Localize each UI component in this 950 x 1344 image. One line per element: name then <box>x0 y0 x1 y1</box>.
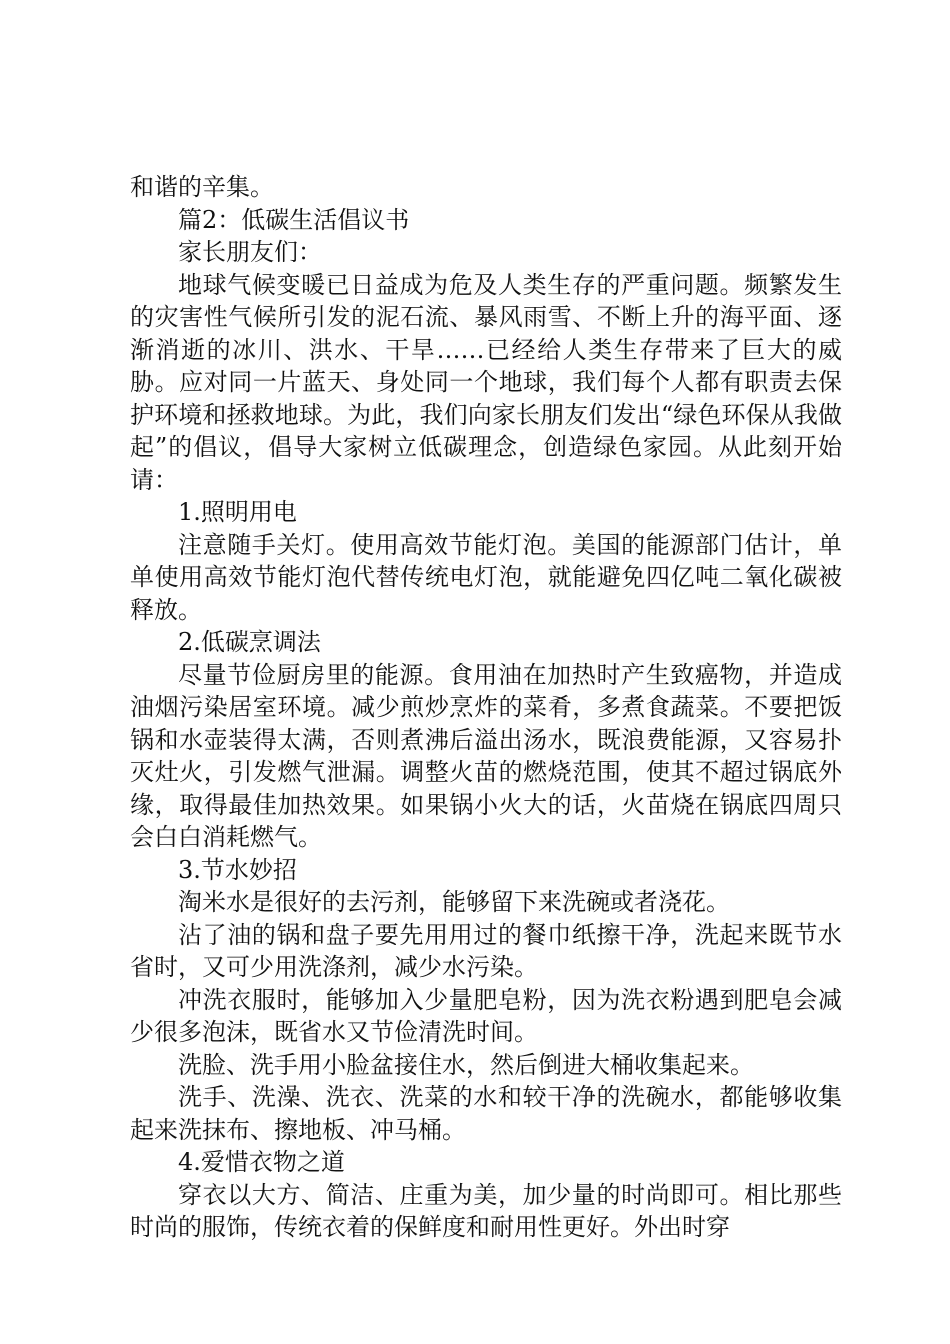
paragraph-continuation: 和谐的辛集。 <box>130 173 274 201</box>
paragraph-intro: 地球气候变暖已日益成为危及人类生存的严重问题。频繁发生的灾害性气候所引发的泥石流、暴风雨雪、不断上升的海平面、逐渐消逝的冰川、洪水、干旱……已经给人类生存带来了巨大的威胁。应对同一片蓝天、身处同一个地球，我们每个人都有职责去保护环境和拯救地球。为此，我们向家长朋友们发出“绿色环保从我做起”的倡议，倡导大家树立低碳理念，创造绿色家园。从此刻开始请： <box>130 270 842 494</box>
paragraph-water-4: 洗脸、洗手用小脸盆接住水，然后倒进大桶收集起来。 <box>178 1050 754 1079</box>
paragraph-water-3: 冲洗衣服时，能够加入少量肥皂粉，因为洗衣粉遇到肥皂会减少很多泡沫，既省水又节俭清洗时间。 <box>130 985 842 1046</box>
document-body <box>130 171 842 1244</box>
paragraph-clothing: 穿衣以大方、简洁、庄重为美，加少量的时尚即可。相比那些时尚的服饰，传统衣着的保鲜度和耐用性更好。外出时穿 <box>130 1180 842 1241</box>
paragraph-water-2: 沾了油的锅和盘子要先用用过的餐巾纸擦干净，洗起来既节水省时，又可少用洗涤剂，减少水污染。 <box>130 920 842 981</box>
paragraph-water-1: 淘米水是很好的去污剂，能够留下来洗碗或者浇花。 <box>178 888 730 916</box>
paragraph-lighting: 注意随手关灯。使用高效节能灯泡。美国的能源部门估计，单单使用高效节能灯泡代替传统电灯泡，就能避免四亿吨二氧化碳被释放。 <box>130 530 842 624</box>
item-heading-lighting: 1.照明用电 <box>178 498 297 526</box>
section-heading: 篇2：低碳生活倡议书 <box>178 205 410 234</box>
item-heading-cooking: 2.低碳烹调法 <box>178 628 321 656</box>
salutation: 家长朋友们： <box>178 238 322 266</box>
paragraph-water-5: 洗手、洗澡、洗衣、洗菜的水和较干净的洗碗水，都能够收集起来洗抹布、擦地板、冲马桶。 <box>130 1083 842 1144</box>
item-heading-water: 3.节水妙招 <box>178 855 297 884</box>
item-heading-clothing: 4.爱惜衣物之道 <box>178 1148 345 1176</box>
paragraph-cooking: 尽量节俭厨房里的能源。食用油在加热时产生致癌物，并造成油烟污染居室环境。减少煎炒烹炸的菜肴，多煮食蔬菜。不要把饭锅和水壶装得太满，否则煮沸后溢出汤水，既浪费能源，又容易扑灭灶火，引发燃气泄漏。调整火苗的燃烧范围，使其不超过锅底外缘，取得最佳加热效果。如果锅小火大的话，火苗烧在锅底四周只会白白消耗燃气。 <box>130 660 842 851</box>
